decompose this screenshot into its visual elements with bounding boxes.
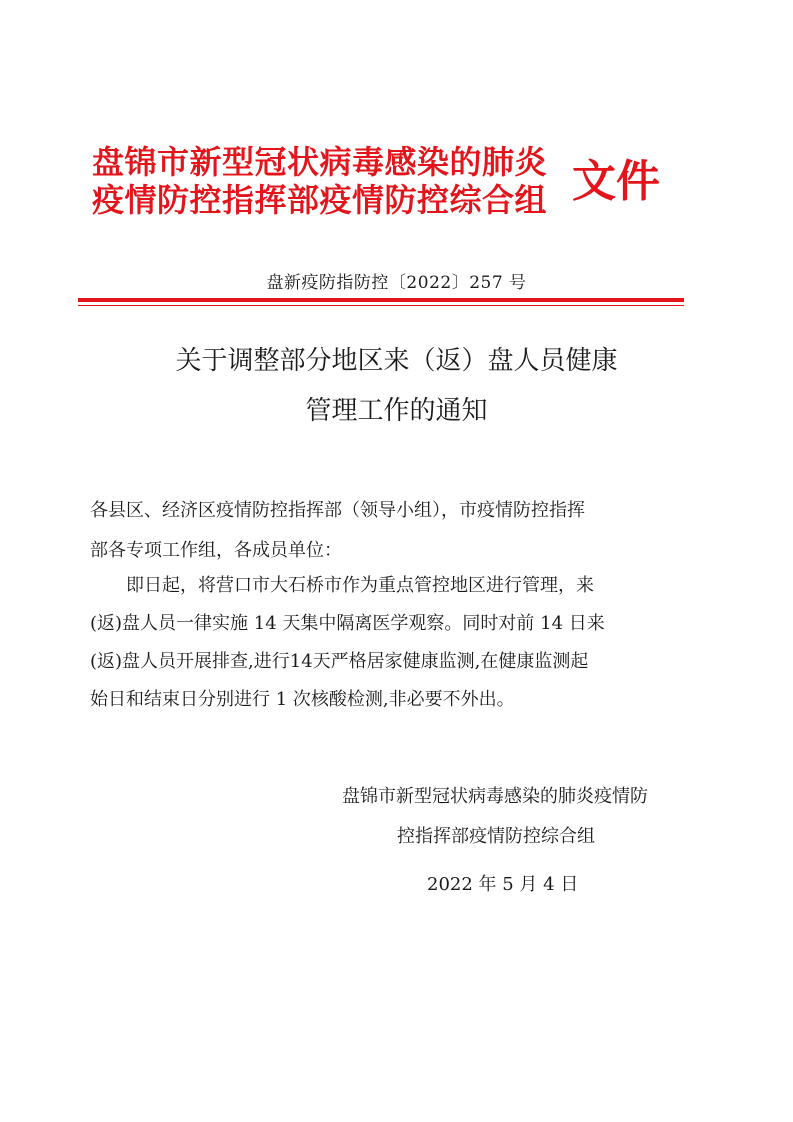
header-divider-thin [78, 305, 684, 306]
issuer-name-line-2: 疫情防控指挥部疫情防控综合组 [92, 181, 548, 219]
document-kind-label: 文件 [572, 156, 660, 207]
addressee-line-1: 各县区、经济区疫情防控指挥部（领导小组），市疫情防控指挥 [90, 500, 585, 521]
document-title-line-2: 管理工作的通知 [305, 396, 488, 426]
header-divider-thick [78, 298, 684, 302]
document-title-line-1: 关于调整部分地区来（返）盘人员健康 [175, 346, 618, 376]
document-header [92, 138, 692, 228]
document-number: 盘新疫防指防控〔2022〕257 号 [266, 273, 527, 293]
paragraph-line-1: 即日起，将营口市大石桥市作为重点管控地区进行管理，来 [126, 575, 594, 596]
signature-date: 2022 年 5 月 4 日 [427, 874, 579, 895]
addressee-line-2: 部各专项工作组，各成员单位： [90, 540, 342, 561]
signature-org-line-1: 盘锦市新型冠状病毒感染的肺炎疫情防 [342, 786, 648, 807]
signature-org-line-2: 控指挥部疫情防控综合组 [397, 826, 595, 847]
paragraph-line-4: 始日和结束日分别进行 1 次核酸检测,非必要不外出。 [90, 689, 515, 710]
paragraph-line-2: (返)盘人员一律实施 14 天集中隔离医学观察。同时对前 14 日来 [90, 613, 605, 634]
issuer-name-line-1: 盘锦市新型冠状病毒感染的肺炎 [92, 143, 548, 181]
paragraph-line-3: (返)盘人员开展排查,进行14天严格居家健康监测,在健康监测起 [90, 651, 589, 672]
